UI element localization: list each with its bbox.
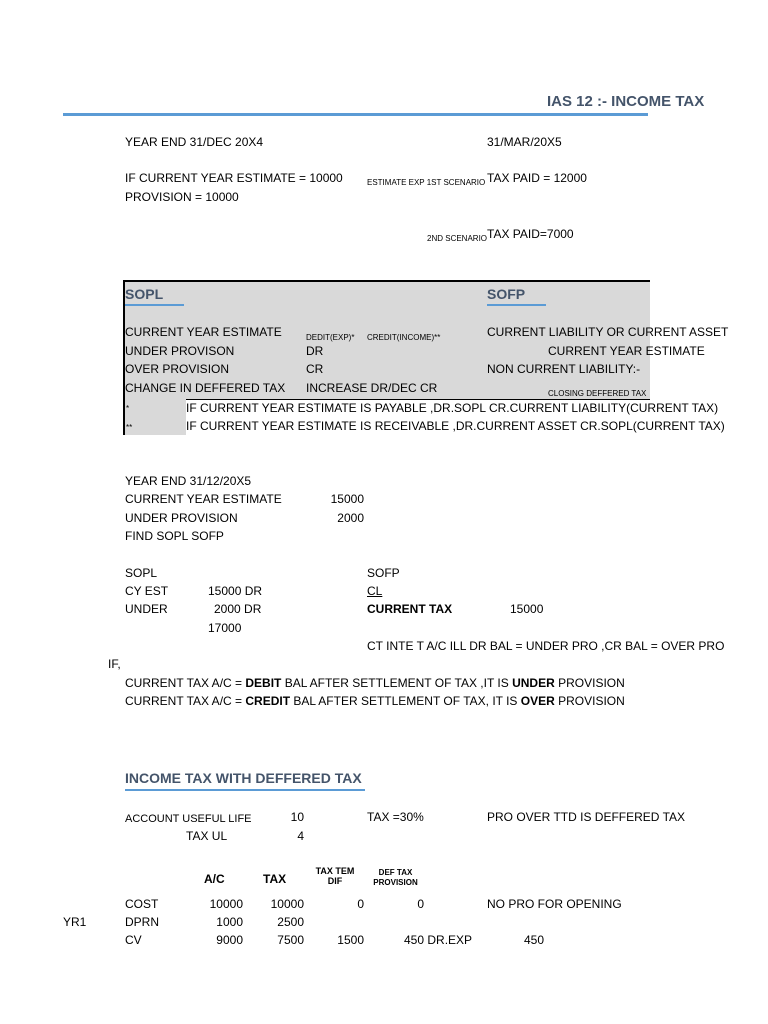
box-row-label: CHANGE IN DEFFERED TAX <box>125 381 286 395</box>
table-cell-ac: 1000 <box>216 915 243 929</box>
example-under: UNDER <box>125 602 168 616</box>
example-cl: CL <box>367 584 383 598</box>
rule-text: PROVISION <box>554 676 625 690</box>
box-row-col2: INCREASE DR/DEC CR <box>306 381 438 395</box>
example-find: FIND SOPL SOFP <box>125 529 224 543</box>
tax-rate: TAX =30% <box>367 810 424 824</box>
scenario1-text: ESTIMATE EXP 1ST SCENARIO <box>367 178 486 187</box>
table-row-year: YR1 <box>63 915 87 929</box>
pro-note: PRO OVER TTD IS DEFFERED TAX <box>487 810 686 824</box>
rule-text: CURRENT TAX A/C = <box>125 676 246 690</box>
example-total: 17000 <box>208 621 242 635</box>
example-under-value: 2000 <box>337 511 364 525</box>
col-header-def-line: PROVISION <box>373 878 418 887</box>
rule-credit: CREDIT <box>245 694 291 708</box>
example-cy-value: 15000 <box>330 492 364 506</box>
table-cell-tem: 0 <box>357 897 364 911</box>
box-row-sofp: CLOSING DEFFERED TAX <box>548 389 647 398</box>
tax-paid2-text: TAX PAID=7000 <box>487 227 574 241</box>
table-cell-tax: 2500 <box>277 915 304 929</box>
table-cell-def: 0 <box>417 897 424 911</box>
col-header-tem-line: TAX TEM <box>315 866 355 876</box>
deferred-underline <box>125 789 365 791</box>
table-cell-ac: 10000 <box>209 897 243 911</box>
table-cell-tax: 7500 <box>277 933 304 947</box>
acc-ul-value: 10 <box>290 810 304 824</box>
table-row-label: CV <box>125 933 142 947</box>
example-current-tax-value: 15000 <box>510 602 544 616</box>
rule-under: UNDER <box>512 676 555 690</box>
sopl-underline <box>125 304 184 306</box>
example-under-val: 2000 DR <box>214 602 262 616</box>
rule-if: IF, <box>108 657 121 671</box>
year-end-text: YEAR END 31/DEC 20X4 <box>125 135 264 149</box>
table-cell-def: 450 DR.EXP <box>404 933 473 947</box>
box-row-sofp: NON CURRENT LIABILITY:- <box>487 362 641 376</box>
rule-over: OVER <box>520 694 555 708</box>
note-text: IF CURRENT YEAR ESTIMATE IS RECEIVABLE ,DR.CURRENT ASSET CR.SOPL(CURRENT TAX) <box>186 419 725 433</box>
page-title: IAS 12 :- INCOME TAX <box>547 93 705 110</box>
rule-text: BAL AFTER SETTLEMENT OF TAX, IT IS <box>290 694 521 708</box>
tax-ul-label: TAX UL <box>186 829 228 843</box>
col-header-tax: TAX <box>263 872 287 886</box>
box-row-label: CURRENT YEAR ESTIMATE <box>125 325 282 339</box>
rule-text: BAL AFTER SETTLEMENT OF TAX ,IT IS <box>281 676 513 690</box>
example-sofp: SOFP <box>367 566 400 580</box>
estimate-text: IF CURRENT YEAR ESTIMATE = 10000 <box>125 171 343 185</box>
box-row-label: OVER PROVISION <box>125 362 230 376</box>
box-row-col2: DEDIT(EXP)* <box>306 333 355 342</box>
tax-paid1-text: TAX PAID = 12000 <box>487 171 587 185</box>
rule-text: CURRENT TAX A/C = <box>125 694 246 708</box>
table-cell-note: NO PRO FOR OPENING <box>487 897 622 911</box>
example-ct-note: CT INTE T A/C ILL DR BAL = UNDER PRO ,CR BAL = OVER PRO <box>367 639 725 653</box>
rule-debit: DEBIT <box>245 676 282 690</box>
example-sopl: SOPL <box>125 566 158 580</box>
table-row-label: DPRN <box>125 915 160 929</box>
example-under-label: UNDER PROVISION <box>125 511 238 525</box>
box-row-col3: CREDIT(INCOME)** <box>367 333 441 342</box>
col-header-tem <box>310 866 360 886</box>
table-row-label: COST <box>125 897 159 911</box>
acc-ul-label: ACCOUNT USEFUL LIFE <box>125 813 252 825</box>
example-cy-label: CURRENT YEAR ESTIMATE <box>125 492 282 506</box>
table-cell-ac: 9000 <box>216 933 243 947</box>
example-cy-est: CY EST <box>125 584 169 598</box>
example-current-tax: CURRENT TAX <box>367 602 453 616</box>
sopl-heading: SOPL <box>125 286 164 302</box>
rule-text: PROVISION <box>554 694 625 708</box>
example-year-end: YEAR END 31/12/20X5 <box>125 474 252 488</box>
note-marker: * <box>126 404 130 413</box>
note-text: IF CURRENT YEAR ESTIMATE IS PAYABLE ,DR.SOPL CR.CURRENT LIABILITY(CURRENT TAX) <box>186 401 719 415</box>
sofp-underline <box>487 304 546 306</box>
box-row-sofp: CURRENT LIABILITY OR CURRENT ASSET <box>487 325 729 339</box>
sofp-heading: SOFP <box>487 286 526 302</box>
box-row-sofp: CURRENT YEAR ESTIMATE <box>548 344 705 358</box>
scenario2-text: 2ND SCENARIO <box>427 234 488 243</box>
rule-line-debit <box>125 676 625 691</box>
table-cell-note: 450 <box>524 933 545 947</box>
col-header-ac: A/C <box>204 872 225 886</box>
note-marker: ** <box>126 423 133 432</box>
example-cy-est-value: 15000 DR <box>208 584 263 598</box>
table-cell-tem: 1500 <box>337 933 364 947</box>
box-row-label: UNDER PROVISON <box>125 344 235 358</box>
notes-marker-bar <box>123 398 186 435</box>
provision-text: PROVISION = 10000 <box>125 190 239 204</box>
col-header-def-line: DEF TAX <box>378 868 413 877</box>
header-rule <box>63 113 648 116</box>
rule-line-credit <box>125 694 625 709</box>
deferred-heading: INCOME TAX WITH DEFFERED TAX <box>125 770 362 786</box>
tax-ul-value: 4 <box>297 829 304 843</box>
box-row-col2: DR <box>306 344 324 358</box>
date-text: 31/MAR/20X5 <box>487 135 562 149</box>
col-header-tem-line: DIF <box>327 876 343 886</box>
col-header-def <box>368 868 423 888</box>
table-cell-tax: 10000 <box>270 897 304 911</box>
box-row-col2: CR <box>306 362 324 376</box>
